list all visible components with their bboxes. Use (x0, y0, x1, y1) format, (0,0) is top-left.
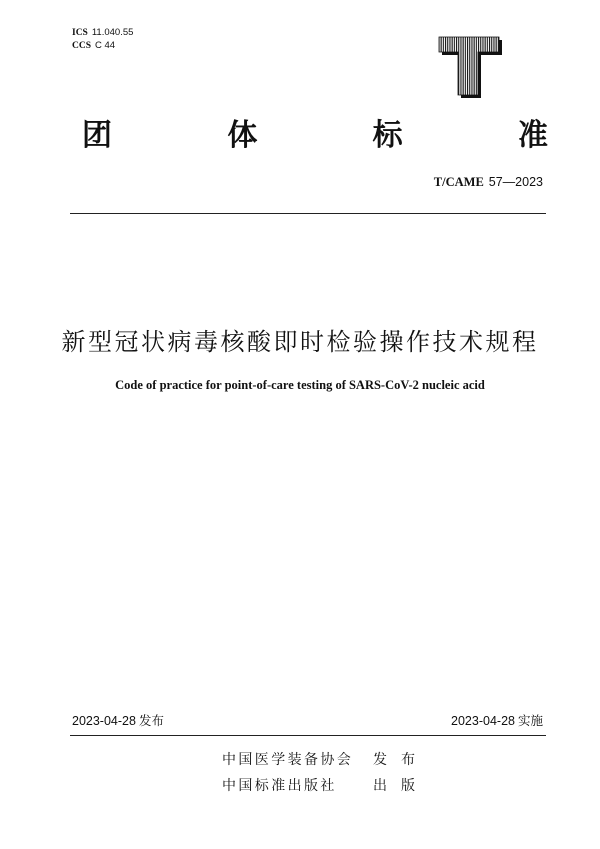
issue-date: 2023-04-28 (72, 714, 136, 728)
issuer-role: 发布 (373, 752, 429, 768)
category-char: 体 (227, 118, 258, 153)
category-char: 团 (82, 118, 112, 153)
standard-year-number: 57—2023 (488, 175, 543, 189)
category-char: 标 (372, 118, 403, 153)
logo-letter-t (439, 37, 499, 95)
issuer-org: 中国医学装备协会 (222, 752, 354, 768)
issue-label: 发布 (138, 713, 164, 728)
ics-line (72, 27, 133, 39)
ics-value: 11.040.55 (91, 27, 134, 38)
implement-date: 2023-04-28 (451, 714, 515, 728)
publisher-role: 出版 (373, 778, 429, 794)
ccs-value: C 44 (95, 40, 116, 51)
category-char: 准 (517, 118, 548, 153)
standard-number (434, 174, 543, 190)
issuer-line (222, 751, 429, 769)
implement-date-line (451, 713, 543, 729)
issue-date-line (72, 713, 164, 729)
bottom-divider (70, 735, 546, 736)
ics-label: ICS (72, 28, 88, 38)
title-english: Code of practice for point-of-care testing of SARS-CoV-2 nucleic acid (115, 378, 485, 392)
standard-code: T/CAME (433, 175, 484, 189)
standard-t-logo-icon (434, 32, 506, 102)
publisher-line (222, 777, 429, 795)
ccs-line (72, 40, 115, 52)
top-divider (70, 213, 546, 214)
standard-category (82, 118, 548, 154)
title-chinese: 新型冠状病毒核酸即时检验操作技术规程 (61, 328, 539, 356)
ccs-label: CCS (72, 41, 92, 51)
publisher-org: 中国标准出版社 (222, 778, 337, 794)
implement-label: 实施 (517, 713, 543, 728)
